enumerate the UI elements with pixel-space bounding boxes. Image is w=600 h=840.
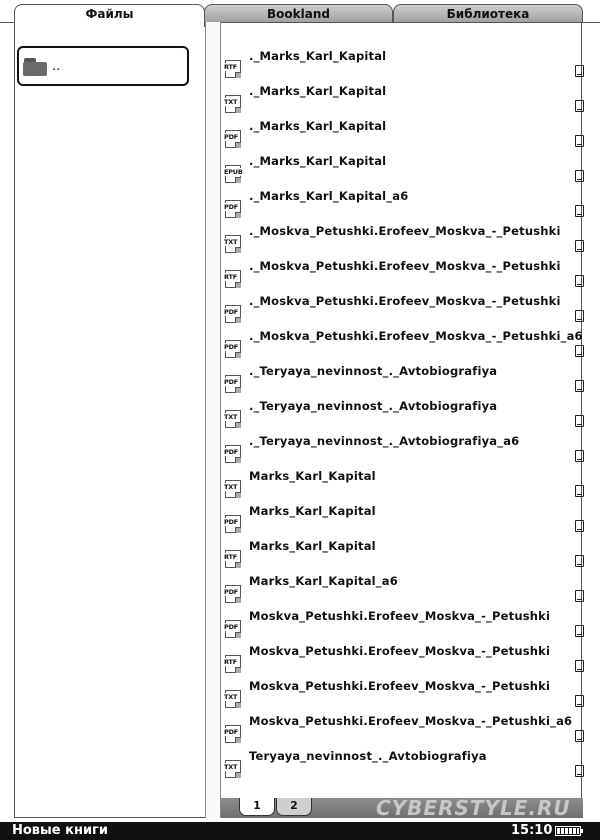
tab-bookland[interactable]: Bookland <box>204 4 393 23</box>
file-row[interactable] <box>221 714 583 749</box>
file-type-icon <box>223 198 245 218</box>
device-storage-icon <box>575 415 584 427</box>
device-storage-icon <box>575 520 584 532</box>
device-storage-icon <box>575 730 584 742</box>
file-row[interactable] <box>221 539 583 574</box>
file-ext-label: TXT <box>224 238 238 246</box>
clock: 15:10 <box>511 823 553 838</box>
file-ext-label: RTF <box>224 658 237 666</box>
file-row[interactable] <box>221 329 583 364</box>
page-tab-2[interactable]: 2 <box>276 798 312 816</box>
folder-icon <box>22 56 50 76</box>
file-row[interactable] <box>221 609 583 644</box>
file-name: ._Marks_Karl_Kapital <box>249 119 387 133</box>
file-type-icon <box>223 128 245 148</box>
file-row[interactable] <box>221 84 583 119</box>
watermark: CYBERSTYLE.RU <box>376 796 571 820</box>
file-name: Moskva_Petushki.Erofeev_Moskva_-_Petushki <box>249 679 551 693</box>
tab-library[interactable]: Библиотека <box>393 4 583 23</box>
file-ext-label: EPUB <box>224 168 243 176</box>
file-row[interactable] <box>221 364 583 399</box>
file-row[interactable] <box>221 679 583 714</box>
file-type-icon <box>223 268 245 288</box>
file-type-icon <box>223 163 245 183</box>
file-name: Marks_Karl_Kapital <box>249 469 376 483</box>
file-type-icon <box>223 443 245 463</box>
browser-frame <box>14 22 582 818</box>
file-type-icon <box>223 338 245 358</box>
device-storage-icon <box>575 625 584 637</box>
file-ext-label: PDF <box>224 133 238 141</box>
file-name: ._Marks_Karl_Kapital <box>249 84 387 98</box>
file-row[interactable] <box>221 749 583 784</box>
file-ext-label: PDF <box>224 448 238 456</box>
file-row[interactable] <box>221 189 583 224</box>
pane-divider <box>205 22 221 818</box>
file-row[interactable] <box>221 574 583 609</box>
device-storage-icon <box>575 380 584 392</box>
file-ext-label: RTF <box>224 63 237 71</box>
file-row[interactable] <box>221 504 583 539</box>
file-ext-label: TXT <box>224 763 238 771</box>
file-name: ._Marks_Karl_Kapital <box>249 154 387 168</box>
file-name: Marks_Karl_Kapital <box>249 504 376 518</box>
tab-files[interactable]: Файлы <box>14 4 205 27</box>
device-storage-icon <box>575 485 584 497</box>
file-ext-label: TXT <box>224 693 238 701</box>
device-storage-icon <box>575 555 584 567</box>
file-name: ._Teryaya_nevinnost_._Avtobiografiya <box>249 364 498 378</box>
file-row[interactable] <box>221 224 583 259</box>
device-storage-icon <box>575 310 584 322</box>
device-storage-icon <box>575 590 584 602</box>
file-name: Moskva_Petushki.Erofeev_Moskva_-_Petushki_a6 <box>249 714 573 728</box>
file-ext-label: TXT <box>224 483 238 491</box>
device-storage-icon <box>575 695 584 707</box>
file-name: Marks_Karl_Kapital <box>249 539 376 553</box>
file-name: ._Moskva_Petushki.Erofeev_Moskva_-_Petushki <box>249 259 561 273</box>
file-type-icon <box>223 723 245 743</box>
battery-icon <box>555 826 581 836</box>
file-name: ._Marks_Karl_Kapital_a6 <box>249 189 409 203</box>
device-storage-icon <box>575 240 584 252</box>
file-list <box>221 22 583 798</box>
file-row[interactable] <box>221 469 583 504</box>
file-name: ._Marks_Karl_Kapital <box>249 49 387 63</box>
file-type-icon <box>223 688 245 708</box>
file-name: ._Teryaya_nevinnost_._Avtobiografiya_a6 <box>249 434 520 448</box>
file-type-icon <box>223 303 245 323</box>
device-storage-icon <box>575 275 584 287</box>
file-ext-label: PDF <box>224 378 238 386</box>
file-row[interactable] <box>221 154 583 189</box>
file-ext-label: RTF <box>224 273 237 281</box>
file-ext-label: PDF <box>224 588 238 596</box>
folder-label: .. <box>52 58 61 74</box>
file-name: ._Moskva_Petushki.Erofeev_Moskva_-_Petushki <box>249 294 561 308</box>
device-storage-icon <box>575 170 584 182</box>
device-storage-icon <box>575 345 584 357</box>
file-name: ._Teryaya_nevinnost_._Avtobiografiya <box>249 399 498 413</box>
device-storage-icon <box>575 135 584 147</box>
file-row[interactable] <box>221 434 583 469</box>
file-ext-label: PDF <box>224 343 238 351</box>
file-type-icon <box>223 93 245 113</box>
file-ext-label: PDF <box>224 518 238 526</box>
file-type-icon <box>223 408 245 428</box>
file-type-icon <box>223 233 245 253</box>
file-type-icon <box>223 373 245 393</box>
parent-folder-item[interactable] <box>17 46 189 86</box>
file-ext-label: PDF <box>224 203 238 211</box>
file-ext-label: TXT <box>224 98 238 106</box>
device-storage-icon <box>575 100 584 112</box>
file-type-icon <box>223 513 245 533</box>
file-type-icon <box>223 583 245 603</box>
device-storage-icon <box>575 450 584 462</box>
file-name: Moskva_Petushki.Erofeev_Moskva_-_Petushki <box>249 644 551 658</box>
file-type-icon <box>223 653 245 673</box>
file-name: Teryaya_nevinnost_._Avtobiografiya <box>249 749 487 763</box>
file-name: Moskva_Petushki.Erofeev_Moskva_-_Petushki <box>249 609 551 623</box>
page-tab-1[interactable]: 1 <box>239 798 275 816</box>
file-ext-label: RTF <box>224 553 237 561</box>
file-ext-label: TXT <box>224 413 238 421</box>
file-ext-label: PDF <box>224 623 238 631</box>
file-row[interactable] <box>221 399 583 434</box>
new-books-label[interactable]: Новые книги <box>12 823 108 838</box>
folder-pane <box>15 22 205 818</box>
file-type-icon <box>223 618 245 638</box>
file-type-icon <box>223 758 245 778</box>
device-storage-icon <box>575 65 584 77</box>
file-name: ._Moskva_Petushki.Erofeev_Moskva_-_Petushki_a6 <box>249 329 583 343</box>
file-row[interactable] <box>221 259 583 294</box>
file-type-icon <box>223 478 245 498</box>
device-storage-icon <box>575 660 584 672</box>
file-name: ._Moskva_Petushki.Erofeev_Moskva_-_Petushki <box>249 224 561 238</box>
file-row[interactable] <box>221 644 583 679</box>
pagination-bar <box>221 798 583 818</box>
file-name: Marks_Karl_Kapital_a6 <box>249 574 398 588</box>
file-type-icon <box>223 58 245 78</box>
file-row[interactable] <box>221 294 583 329</box>
file-ext-label: PDF <box>224 308 238 316</box>
file-ext-label: PDF <box>224 728 238 736</box>
device-storage-icon <box>575 205 584 217</box>
file-row[interactable] <box>221 49 583 84</box>
status-bar <box>0 822 600 840</box>
file-type-icon <box>223 548 245 568</box>
device-storage-icon <box>575 765 584 777</box>
file-row[interactable] <box>221 119 583 154</box>
